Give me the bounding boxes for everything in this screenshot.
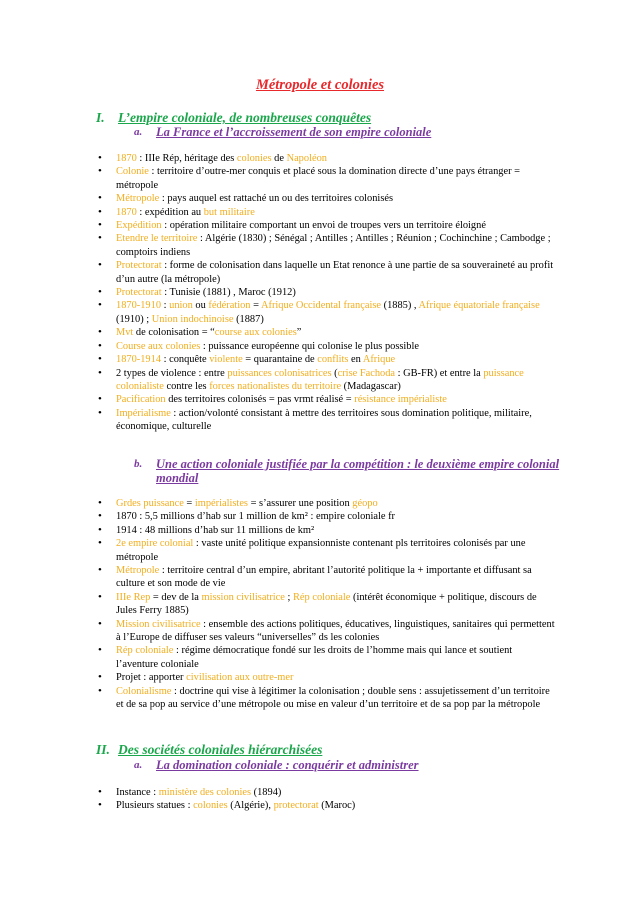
item-text: Plusieurs statues : xyxy=(116,800,194,812)
highlighted-term: colonies xyxy=(193,800,228,812)
highlighted-term: Union indochinoise xyxy=(151,313,234,325)
item-text: : xyxy=(161,300,170,312)
highlighted-term: Mvt xyxy=(116,327,134,339)
subsection-2a-heading xyxy=(134,758,419,772)
section-2-number: II. xyxy=(96,742,110,757)
item-text: (intérêt économique + politique, discours de Jules Ferry 1885) xyxy=(116,591,537,617)
item-text: = xyxy=(183,498,195,509)
highlighted-term: impérialistes xyxy=(194,498,248,509)
section-2-heading xyxy=(96,742,322,758)
list-item xyxy=(96,232,556,259)
highlighted-term: Etendre le territoire xyxy=(116,233,198,245)
highlighted-term: Afrique équatoriale française xyxy=(418,300,540,312)
item-text: (1887) xyxy=(233,313,264,325)
highlighted-term: conflits xyxy=(317,354,349,366)
highlighted-term: 2e empire colonial xyxy=(116,538,194,550)
item-text: : action/volonté consistant à mettre des territoires sous domination politique, militaire, économique, culturelle xyxy=(116,407,532,433)
section-1-heading xyxy=(96,110,371,126)
highlighted-term: colonies xyxy=(236,153,272,164)
highlighted-term: violente xyxy=(209,354,243,366)
highlighted-term: Protectorat xyxy=(116,287,162,299)
item-text: ou xyxy=(192,300,209,312)
item-text: : conquête xyxy=(161,354,210,366)
highlighted-term: Colonialisme xyxy=(116,685,172,697)
highlighted-term: Métropole xyxy=(116,565,160,577)
highlighted-term: géopo xyxy=(352,498,378,509)
highlighted-term: Rép coloniale xyxy=(293,591,351,603)
list-item xyxy=(96,353,556,366)
highlighted-term: union xyxy=(169,300,193,312)
item-text: ” xyxy=(296,327,302,339)
item-text: : puissance européenne qui colonise le plus possible xyxy=(200,340,419,352)
section-1-title: L’empire coloniale, de nombreuses conquêtes xyxy=(118,110,372,125)
item-text: = xyxy=(250,300,261,312)
item-text: ( xyxy=(331,367,338,379)
item-text: 1914 : 48 millions d’hab sur 11 millions de km² xyxy=(116,524,315,536)
item-text: (1885) , xyxy=(381,300,419,312)
item-text: 2 types de violence : entre xyxy=(116,367,228,379)
item-text: : territoire central d’un empire, abritant l’autorité politique la + importante et diffusant sa culture et son mode de vie xyxy=(116,565,532,590)
item-text: : IIIe Rép, héritage des xyxy=(136,153,237,164)
highlighted-term: Afrique Occidental française xyxy=(261,300,382,312)
list-item xyxy=(96,192,556,205)
item-text: (1910) ; xyxy=(116,313,152,325)
list-item xyxy=(96,340,556,353)
list-item xyxy=(96,206,556,219)
item-text: = dev de la xyxy=(150,591,202,603)
subsection-1a-number: a. xyxy=(134,126,143,138)
subsection-2a-title: La domination coloniale : conquérir et administrer xyxy=(156,758,419,772)
highlighted-term: Afrique xyxy=(362,354,396,366)
list-item xyxy=(96,799,556,812)
item-text: : régime démocratique fondé sur les droits de l’homme mais qui lance et soutient l’aventure coloniale xyxy=(116,645,513,670)
highlighted-term: Grdes puissance xyxy=(116,498,184,509)
subsection-1b-heading xyxy=(134,457,576,485)
highlighted-term: forces nationalistes du territoire xyxy=(209,380,342,392)
item-text: (Madagascar) xyxy=(341,380,401,392)
item-text: = s’assurer une position xyxy=(247,498,353,509)
highlighted-term: 1870 xyxy=(116,206,137,218)
item-text: ; xyxy=(284,591,293,603)
highlighted-term: 1870-1914 xyxy=(116,354,162,366)
highlighted-term: Rép coloniale xyxy=(116,645,174,657)
list-item xyxy=(96,644,556,671)
item-text: : forme de colonisation dans laquelle un Etat renonce à une partie de sa souveraineté au profit d’un autre (la métropole) xyxy=(116,260,554,285)
item-text: contre les xyxy=(163,380,210,392)
list-item xyxy=(96,524,556,537)
item-text: 1870 : 5,5 millions d’hab sur 1 million de km² : empire coloniale fr xyxy=(116,511,395,523)
item-text: : GB-FR) et entre la xyxy=(395,367,484,379)
item-text: : opération militaire comportant un envoi de troupes vers un territoire éloigné xyxy=(161,220,486,232)
item-text: de colonisation = “ xyxy=(133,327,215,339)
item-text: en xyxy=(348,354,363,366)
highlighted-term: protectorat xyxy=(273,800,319,812)
highlighted-term: but militaire xyxy=(203,206,255,218)
list-item xyxy=(96,671,556,684)
item-text: : Algérie (1830) ; Sénégal ; Antilles ; Antilles ; Réunion ; Cochinchine ; Cambodge ; comptoirs indiens xyxy=(116,233,551,258)
subsection-1b-number: b. xyxy=(134,458,143,470)
highlighted-term: Protectorat xyxy=(116,260,162,272)
list-item xyxy=(96,564,556,591)
list-item xyxy=(96,393,556,406)
item-text: des territoires colonisés = pas vrmt réalisé = xyxy=(165,394,355,406)
highlighted-term: puissance colonialiste xyxy=(116,367,524,392)
subsection-1a-title: La France et l’accroissement de son empire coloniale xyxy=(156,125,432,139)
bullet-list-1a xyxy=(96,152,556,434)
highlighted-term: Expédition xyxy=(116,220,162,232)
highlighted-term: fédération xyxy=(208,300,251,312)
highlighted-term: 1870-1910 xyxy=(116,300,162,312)
highlighted-term: course aux colonies xyxy=(214,327,297,339)
highlighted-term: résistance impérialiste xyxy=(354,394,447,406)
highlighted-term: crise Fachoda xyxy=(337,367,396,379)
item-text: : expédition au xyxy=(136,206,204,218)
list-item xyxy=(96,152,556,165)
subsection-1b-title: Une action coloniale justifiée par la compétition : le deuxième empire colonial mondial xyxy=(156,457,560,485)
highlighted-term: civilisation aux outre-mer xyxy=(186,672,294,684)
item-text: : pays auquel est rattaché un ou des territoires colonisés xyxy=(159,193,394,205)
subsection-1a-heading xyxy=(134,125,432,139)
list-item xyxy=(96,591,556,618)
bullet-list-1b xyxy=(96,497,556,712)
item-text: = quarantaine de xyxy=(242,354,318,366)
item-text: (Maroc) xyxy=(318,800,356,812)
highlighted-term: 1870 xyxy=(116,153,137,164)
list-item xyxy=(96,286,556,299)
highlighted-term: IIIe Rep xyxy=(116,591,151,603)
list-item xyxy=(96,219,556,232)
item-text: : vaste unité politique expansionniste contenant pls territoires colonisés par une métropole xyxy=(116,538,526,563)
item-text: de xyxy=(271,153,287,164)
list-item xyxy=(96,259,556,286)
list-item xyxy=(96,537,556,564)
list-item xyxy=(96,685,556,712)
list-item xyxy=(96,618,556,645)
highlighted-term: Colonie xyxy=(116,166,149,178)
list-item xyxy=(96,165,556,192)
highlighted-term: puissances colonisatrices xyxy=(227,367,332,379)
highlighted-term: Impérialisme xyxy=(116,407,171,419)
highlighted-term: ministère des colonies xyxy=(158,787,252,798)
list-item xyxy=(96,786,556,799)
list-item xyxy=(96,510,556,523)
highlighted-term: Pacification xyxy=(116,394,166,406)
item-text: : Tunisie (1881) , Maroc (1912) xyxy=(161,287,296,299)
list-item xyxy=(96,299,556,326)
item-text: : territoire d’outre-mer conquis et placé sous la domination directe d’une pays étranger = métropole xyxy=(116,166,521,191)
page-title: Métropole et colonies xyxy=(255,77,385,93)
section-2-title: Des sociétés coloniales hiérarchisées xyxy=(118,742,323,757)
item-text: Instance : xyxy=(116,787,159,798)
subsection-2a-number: a. xyxy=(134,759,143,771)
section-1-number: I. xyxy=(96,110,105,125)
highlighted-term: mission civilisatrice xyxy=(201,591,285,603)
item-text: : doctrine qui vise à légitimer la colonisation ; double sens : assujetissement d’un territoire et de sa pop au service d’une métropole ou mise en valeur d’un territoire et de sa pop par la métropole xyxy=(116,685,550,711)
item-text: : ensemble des actions politiques, éducatives, linguistiques, sanitaires qui permettent à l’Europe de diffuser ses valeurs “universelles” ds les colonies xyxy=(116,618,555,644)
list-item xyxy=(96,407,556,434)
list-item xyxy=(96,497,556,510)
list-item xyxy=(96,326,556,339)
bullet-list-2a xyxy=(96,786,556,813)
item-text: (1894) xyxy=(251,787,282,798)
item-text: Projet : apporter xyxy=(116,672,187,684)
highlighted-term: Métropole xyxy=(116,193,160,205)
item-text: (Algérie), xyxy=(227,800,274,812)
highlighted-term: Course aux colonies xyxy=(116,340,201,352)
highlighted-term: Napoléon xyxy=(286,153,327,164)
list-item xyxy=(96,367,556,394)
highlighted-term: Mission civilisatrice xyxy=(116,618,201,630)
